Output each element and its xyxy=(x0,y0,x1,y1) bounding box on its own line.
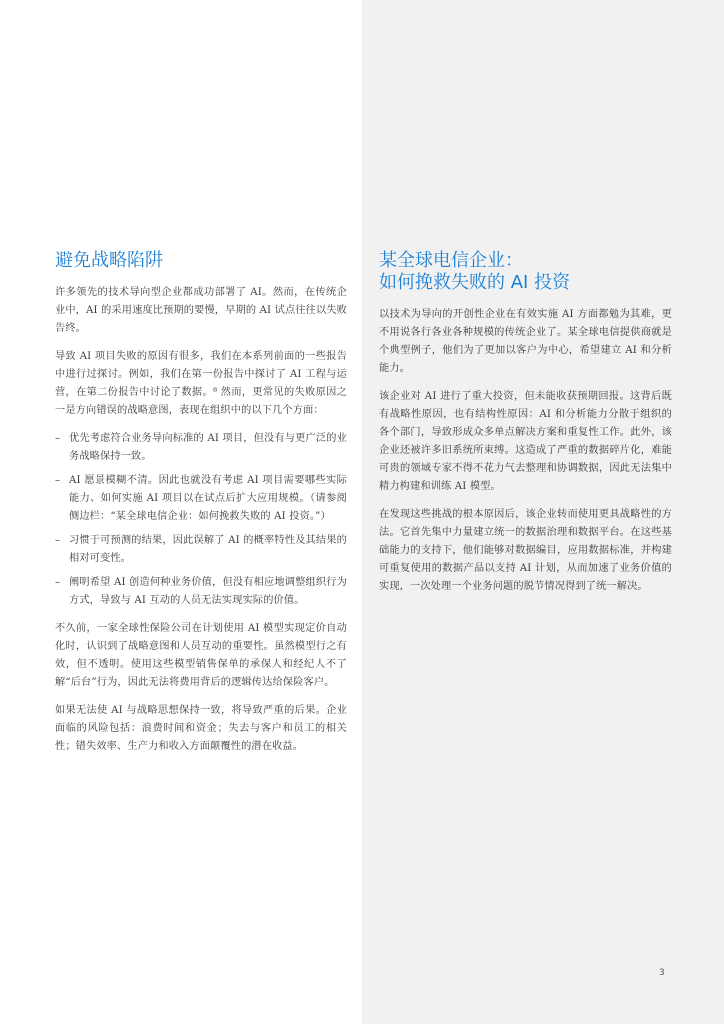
bullet-dash: – xyxy=(55,535,61,546)
sidebar-paragraph-intro: 以技术为导向的开创性企业在有效实施 AI 方面都勉为其难，更不用说各行各业各种规模的传统企业了。某全球电信提供商就是个典型例子，他们为了更加以客户为中心，希望建立 AI 和分析能力。 xyxy=(379,309,672,374)
list-item-text: 习惯于可预测的结果，因此误解了 AI 的概率特性及其结果的相对可变性。 xyxy=(69,535,347,564)
sidebar-paragraph-problem: 该企业对 AI 进行了重大投资，但未能收获预期回报。这背后既有战略性原因，也有结构性原因：AI 和分析能力分散于组织的各个部门，导致形成众多单点解决方案和重复性工作。此外，该企业还被许多旧系统所束缚。这造成了严重的数据碎片化，难能可贵的领域专家不得不花力气去整理和协调数据，因此无法集中精力构建和训练 AI 模型。 xyxy=(379,391,672,492)
list-item xyxy=(55,574,347,610)
paragraph-intro: 许多领先的技术导向型企业都成功部署了 AI。然而，在传统企业中，AI 的采用速度比预期的要慢，早期的 AI 试点往往以失败告终。 xyxy=(55,287,347,334)
paragraph-insurance-example: 不久前，一家全球性保险公司在计划使用 AI 模型实现定价自动化时，认识到了战略意图和人员互动的重要性。虽然模型行之有效，但不透明。使用这些模型销售保单的承保人和经纪人不了解“后台”行为，因此无法将费用背后的逻辑传达给保险客户。 xyxy=(55,623,347,688)
paragraph-failure-reasons: 导致 AI 项目失败的原因有很多，我们在本系列前面的一些报告中进行过探讨。例如，我们在第一份报告中探讨了 AI 工程与运营，在第二份报告中讨论了数据。⁸ 然而，更常见的失败原因之一是方向错误的战略意图，表现在组织中的以下几个方面： xyxy=(55,351,347,416)
list-item-text: 阐明希望 AI 创造何种业务价值，但没有相应地调整组织行为方式，导致与 AI 互动的人员无法实现实际的价值。 xyxy=(69,577,347,606)
sidebar-heading-line2: 如何挽救失败的 AI 投资 xyxy=(379,272,571,293)
sidebar-paragraph-solution: 在发现这些挑战的根本原因后，该企业转而使用更具战略性的方法。它首先集中力量建立统一的数据治理和数据平台。在这些基础能力的支持下，他们能够对数据编目，应用数据标准，并构建可重复使用的数据产品以支持 AI 计划，从而加速了业务价值的实现，一次处理一个业务问题的脱节情况得到了统一解决。 xyxy=(379,509,672,592)
bullet-list xyxy=(55,430,347,610)
list-item xyxy=(55,430,347,466)
sidebar-column xyxy=(379,250,672,606)
bullet-dash: – xyxy=(55,475,61,486)
list-item xyxy=(55,472,347,526)
list-item-text: AI 愿景模糊不清。因此也就没有考虑 AI 项目需要哪些实际能力、如何实施 AI 项目以在试点后扩大应用规模。（请参阅侧边栏：“某全球电信企业：如何挽救失败的 AI 投资。”） xyxy=(69,475,347,522)
bullet-dash: – xyxy=(55,433,61,444)
paragraph-consequences: 如果无法使 AI 与战略思想保持一致，将导致严重的后果。企业面临的风险包括：浪费时间和资金；失去与客户和员工的相关性；错失效率、生产力和收入方面颠覆性的潜在收益。 xyxy=(55,705,347,752)
list-item-text: 优先考虑符合业务导向标准的 AI 项目，但没有与更广泛的业务战略保持一致。 xyxy=(69,433,347,462)
page-number: 3 xyxy=(659,968,665,978)
sidebar-heading xyxy=(379,250,672,294)
section-heading: 避免战略陷阱 xyxy=(55,250,163,271)
list-item xyxy=(55,532,347,568)
main-column xyxy=(55,250,347,766)
sidebar-heading-line1: 某全球电信企业： xyxy=(379,250,523,271)
bullet-dash: – xyxy=(55,577,61,588)
